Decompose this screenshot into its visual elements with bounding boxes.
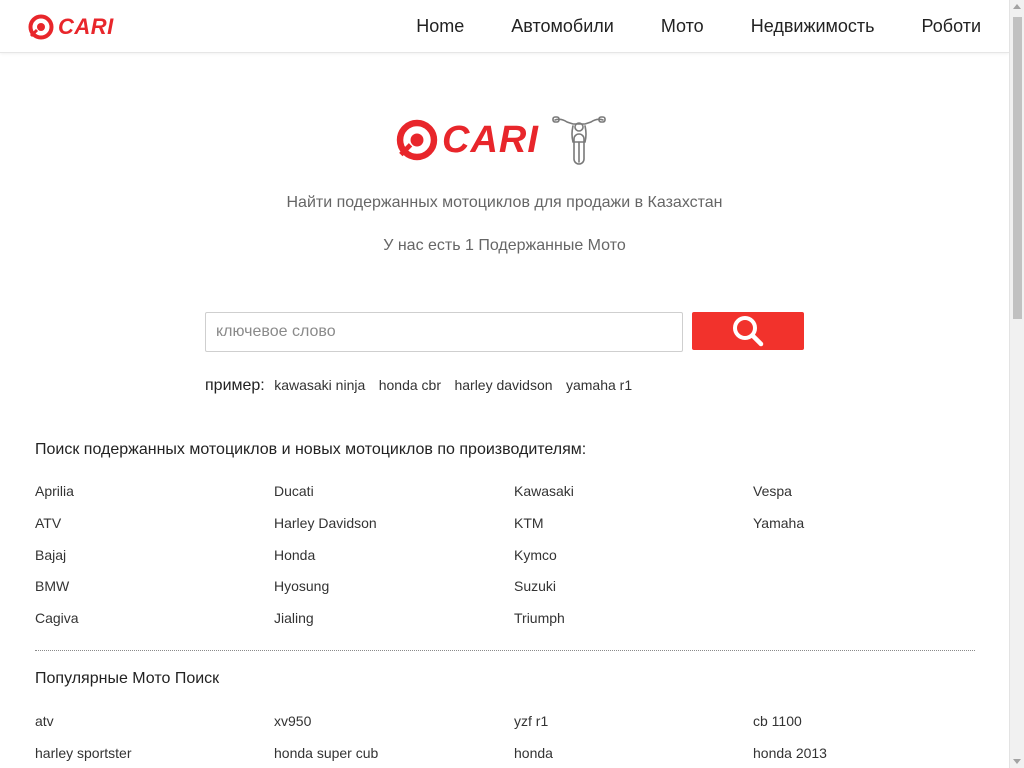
popular-search-link[interactable]: xv950 <box>274 713 312 729</box>
example-link[interactable]: honda cbr <box>378 377 441 393</box>
maker-link[interactable]: Aprilia <box>35 483 74 499</box>
makers-column <box>274 483 377 642</box>
nav-jobs[interactable]: Роботи <box>921 16 981 36</box>
makers-column <box>35 483 79 642</box>
popular-column <box>35 713 131 768</box>
popular-search-link[interactable]: atv <box>35 713 54 729</box>
popular-grid <box>35 713 975 768</box>
maker-link[interactable]: Yamaha <box>753 514 805 531</box>
search-examples <box>205 377 636 395</box>
search-input[interactable] <box>205 312 683 352</box>
example-link[interactable]: yamaha r1 <box>565 377 633 393</box>
main-nav <box>416 0 981 53</box>
popular-column <box>514 713 553 768</box>
nav-cars[interactable]: Автомобили <box>511 16 614 36</box>
example-link[interactable]: kawasaki ninja <box>274 377 366 393</box>
motorcycle-icon <box>551 112 607 168</box>
scrollbar-thumb[interactable] <box>1013 17 1022 319</box>
listing-count: У нас есть 1 Подержанные Мото <box>383 237 626 254</box>
search-icon <box>731 315 765 347</box>
popular-search-link[interactable]: honda 2013 <box>753 744 827 761</box>
makers-section-title: Поиск подержанных мотоциклов и новых мотоциклов по производителям: <box>35 441 587 458</box>
maker-link[interactable]: Bajaj <box>35 546 67 563</box>
popular-column <box>753 713 827 768</box>
maker-link[interactable]: ATV <box>35 514 62 531</box>
nav-moto[interactable]: Мото <box>660 16 704 36</box>
maker-link[interactable]: Triumph <box>514 610 565 627</box>
brand-name: CARI <box>58 14 114 39</box>
cari-logo-icon <box>28 14 54 40</box>
example-link[interactable]: harley davidson <box>454 377 553 393</box>
maker-link[interactable]: Vespa <box>753 483 792 499</box>
popular-search-link[interactable]: cb 1100 <box>753 713 802 729</box>
popular-search-link[interactable]: honda super cub <box>274 744 379 761</box>
page-scrollbar[interactable] <box>1009 0 1024 768</box>
search-button[interactable] <box>692 312 804 350</box>
brand-logo[interactable] <box>28 13 114 41</box>
popular-column <box>274 713 378 768</box>
section-divider <box>35 650 975 651</box>
examples-label: пример: <box>205 377 265 394</box>
popular-search-link[interactable]: yzf r1 <box>514 713 549 729</box>
top-header <box>0 0 1009 53</box>
maker-link[interactable]: Jialing <box>274 610 314 627</box>
hero-brand-name: CARI <box>442 118 539 161</box>
popular-section-title: Популярные Мото Поиск <box>35 670 220 687</box>
makers-column <box>514 483 574 642</box>
popular-search-link[interactable]: harley sportster <box>35 744 132 761</box>
popular-search-link[interactable]: honda <box>514 744 553 761</box>
cari-logo-icon <box>396 119 438 161</box>
maker-link[interactable]: BMW <box>35 578 70 595</box>
maker-link[interactable]: Kawasaki <box>514 483 574 499</box>
maker-link[interactable]: Suzuki <box>514 578 557 595</box>
scroll-down-arrow-icon[interactable] <box>1013 759 1021 764</box>
hero-logo <box>396 112 607 168</box>
maker-link[interactable]: KTM <box>514 514 544 531</box>
nav-real-estate[interactable]: Недвижимость <box>750 16 875 36</box>
maker-link[interactable]: Hyosung <box>274 578 330 595</box>
nav-home[interactable]: Home <box>416 16 465 36</box>
maker-link[interactable]: Kymco <box>514 546 557 563</box>
scroll-up-arrow-icon[interactable] <box>1013 4 1021 9</box>
maker-link[interactable]: Cagiva <box>35 610 79 627</box>
makers-grid <box>35 483 975 643</box>
maker-link[interactable]: Harley Davidson <box>274 514 377 531</box>
hero-tagline: Найти подержанных мотоциклов для продажи в Казахстан <box>286 194 723 211</box>
makers-column <box>753 483 804 547</box>
maker-link[interactable]: Honda <box>274 546 316 563</box>
maker-link[interactable]: Ducati <box>274 483 314 499</box>
